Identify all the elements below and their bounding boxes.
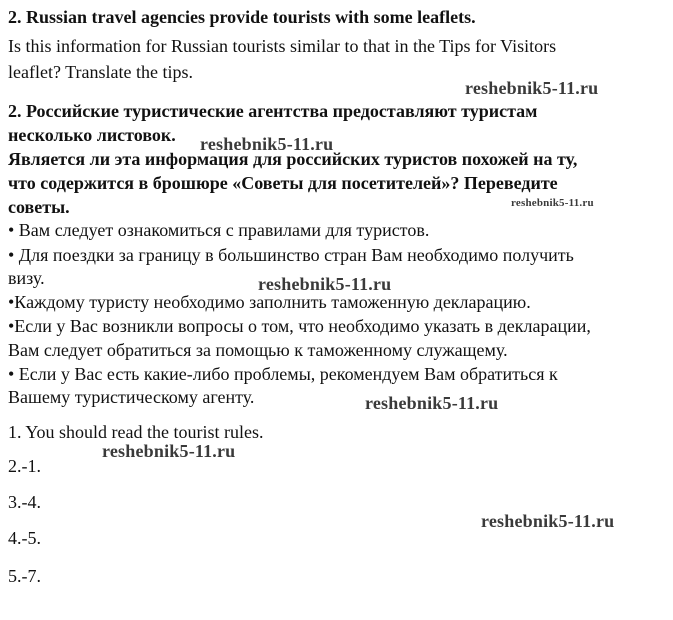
question-ru-line-3: советы. [8,197,70,217]
question-en-line-1: Is this information for Russian tourists similar to that in the Tips for Visitors [8,36,557,56]
watermark: reshebnik5-11.ru [200,134,334,154]
answer-line-3: 3.-4. [8,492,41,512]
watermark: reshebnik5-11.ru [465,78,599,98]
tip-line-5: •Если у Вас возникли вопросы о том, что необходимо указать в декларации, [8,316,591,336]
heading-ru-line-2: несколько листовок. [8,125,176,145]
tip-line-4: •Каждому туристу необходимо заполнить таможенную декларацию. [8,292,531,312]
question-ru-line-1: Является ли эта информация для российских туристов похожей на ту, [8,149,578,169]
watermark: reshebnik5-11.ru [481,511,615,531]
question-ru-line-2: что содержится в брошюре «Советы для посетителей»? Переведите [8,173,558,193]
watermark: reshebnik5-11.ru [102,441,236,461]
watermark: reshebnik5-11.ru [258,274,392,294]
watermark: reshebnik5-11.ru [511,197,594,209]
tip-line-6: Вам следует обратиться за помощью к таможенному служащему. [8,340,508,360]
watermark: reshebnik5-11.ru [365,393,499,413]
answer-line-4: 4.-5. [8,528,41,548]
tip-line-2: • Для поездки за границу в большинство стран Вам необходимо получить [8,245,574,265]
tip-line-3: визу. [8,268,45,288]
answer-line-2: 2.-1. [8,456,41,476]
answer-line-5: 5.-7. [8,566,41,586]
question-en-line-2: leaflet? Translate the tips. [8,62,193,82]
heading-ru-line-1: 2. Российские туристические агентства предоставляют туристам [8,101,538,121]
heading-en: 2. Russian travel agencies provide tourists with some leaflets. [8,7,476,27]
tip-line-1: • Вам следует ознакомиться с правилами для туристов. [8,220,430,240]
answer-line-1: 1. You should read the tourist rules. [8,422,264,442]
tip-line-7: • Если у Вас есть какие-либо проблемы, рекомендуем Вам обратиться к [8,364,558,384]
tip-line-8: Вашему туристическому агенту. [8,387,255,407]
